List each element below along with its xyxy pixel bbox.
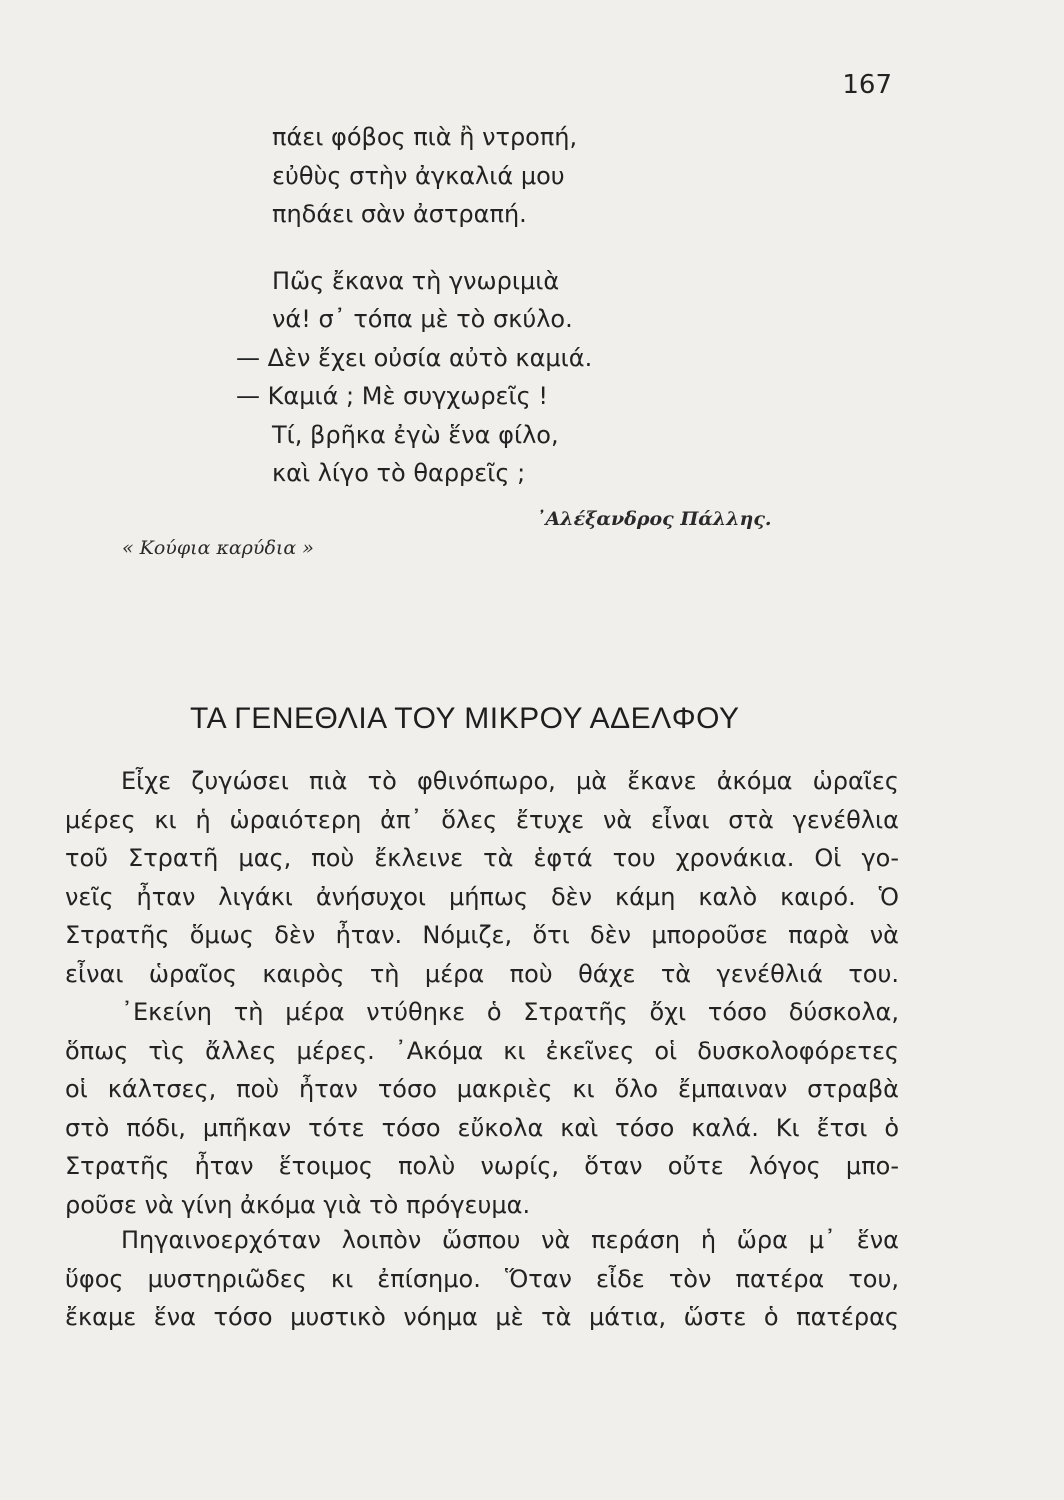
poem-line: πηδάει σὰν ἀστραπή.: [272, 200, 527, 228]
text-line: οἱ κάλτσες, ποὺ ἦταν τόσο μακριὲς κι ὅλο ἔμπαιναν στραβὰ: [65, 1075, 899, 1103]
text-line: ροῦσε νὰ γίνη ἀκόμα γιὰ τὸ πρόγευμα.: [65, 1190, 531, 1219]
text-line: τοῦ Στρατῆ μας, ποὺ ἔκλεινε τὰ ἑφτά του χρονάκια. Οἱ γο-: [65, 844, 899, 872]
text-line: ὅπως τὶς ἄλλες μέρες. ᾿Ακόμα κι ἐκεῖνες οἱ δυσκολοφόρετες: [65, 1036, 899, 1065]
text-line: ᾿Εκείνη τὴ μέρα ντύθηκε ὁ Στρατῆς ὄχι τόσο δύσκολα,: [121, 998, 899, 1026]
page-number: 167: [842, 70, 892, 100]
poem: [236, 118, 593, 493]
poem-line: Πῶς ἔκανα τὴ γνωριμιὰ: [272, 266, 560, 295]
chapter-title: ΤΑ ΓΕΝΕΘΛΙΑ ΤΟΥ ΜΙΚΡΟΥ ΑΔΕΛΦΟΥ: [190, 702, 740, 735]
poem-author: ᾿Αλέξανδρος Πάλλης.: [536, 508, 772, 530]
text-line: ὕφος μυστηριῶδες κι ἐπίσημο. Ὅταν εἶδε τὸν πατέρα του,: [65, 1264, 899, 1293]
poem-source: « Κούφια καρύδια »: [122, 537, 314, 559]
text-line: μέρες κι ἡ ὡραιότερη ἀπ᾽ ὅλες ἔτυχε νὰ εἶναι στὰ γενέθλια: [65, 805, 899, 834]
poem-stanza-2: [236, 262, 593, 493]
text-line: στὸ πόδι, μπῆκαν τότε τόσο εὔκολα καὶ τόσο καλά. Κι ἔτσι ὁ: [65, 1113, 899, 1142]
paragraph-2: [65, 1221, 899, 1337]
poem-line: εὐθὺς στὴν ἀγκαλιά μου: [272, 161, 565, 190]
text-line: Πηγαινοερχόταν λοιπὸν ὥσπου νὰ περάση ἡ ὥρα μ᾽ ἕνα: [121, 1226, 899, 1254]
text-line: Στρατῆς ἦταν ἕτοιμος πολὺ νωρίς, ὅταν οὔτε λόγος μπο-: [65, 1152, 899, 1180]
text-line: Στρατῆς ὅμως δὲν ἦταν. Νόμιζε, ὅτι δὲν μποροῦσε παρὰ νὰ: [65, 921, 899, 949]
text-line: Εἶχε ζυγώσει πιὰ τὸ φθινόπωρο, μὰ ἔκανε ἀκόμα ὡραῖες: [121, 767, 899, 795]
poem-line: — Δὲν ἔχει οὐσία αὐτὸ καμιά.: [236, 343, 593, 372]
poem-line: καὶ λίγο τὸ θαρρεῖς ;: [272, 459, 526, 487]
text-line: εἶναι ὡραῖος καιρὸς τὴ μέρα ποὺ θάχε τὰ γενέθλιά του.: [65, 959, 899, 988]
poem-line: πάει φόβος πιὰ ἢ ντροπή,: [272, 123, 578, 151]
poem-line: — Καμιά ; Μὲ συγχωρεῖς !: [236, 382, 548, 410]
text-line: ἔκαμε ἕνα τόσο μυστικὸ νόημα μὲ τὰ μάτια, ὥστε ὁ πατέρας: [65, 1303, 899, 1331]
paragraph-1: [65, 762, 899, 1224]
poem-line: νά! σ᾽ τόπα μὲ τὸ σκύλο.: [272, 305, 573, 333]
poem-line: Τί, βρῆκα ἐγὼ ἕνα φίλο,: [272, 420, 559, 449]
poem-stanza-1: [272, 118, 592, 234]
text-line: νεῖς ἦταν λιγάκι ἀνήσυχοι μήπως δὲν κάμη καλὸ καιρό. Ὁ: [65, 882, 899, 911]
